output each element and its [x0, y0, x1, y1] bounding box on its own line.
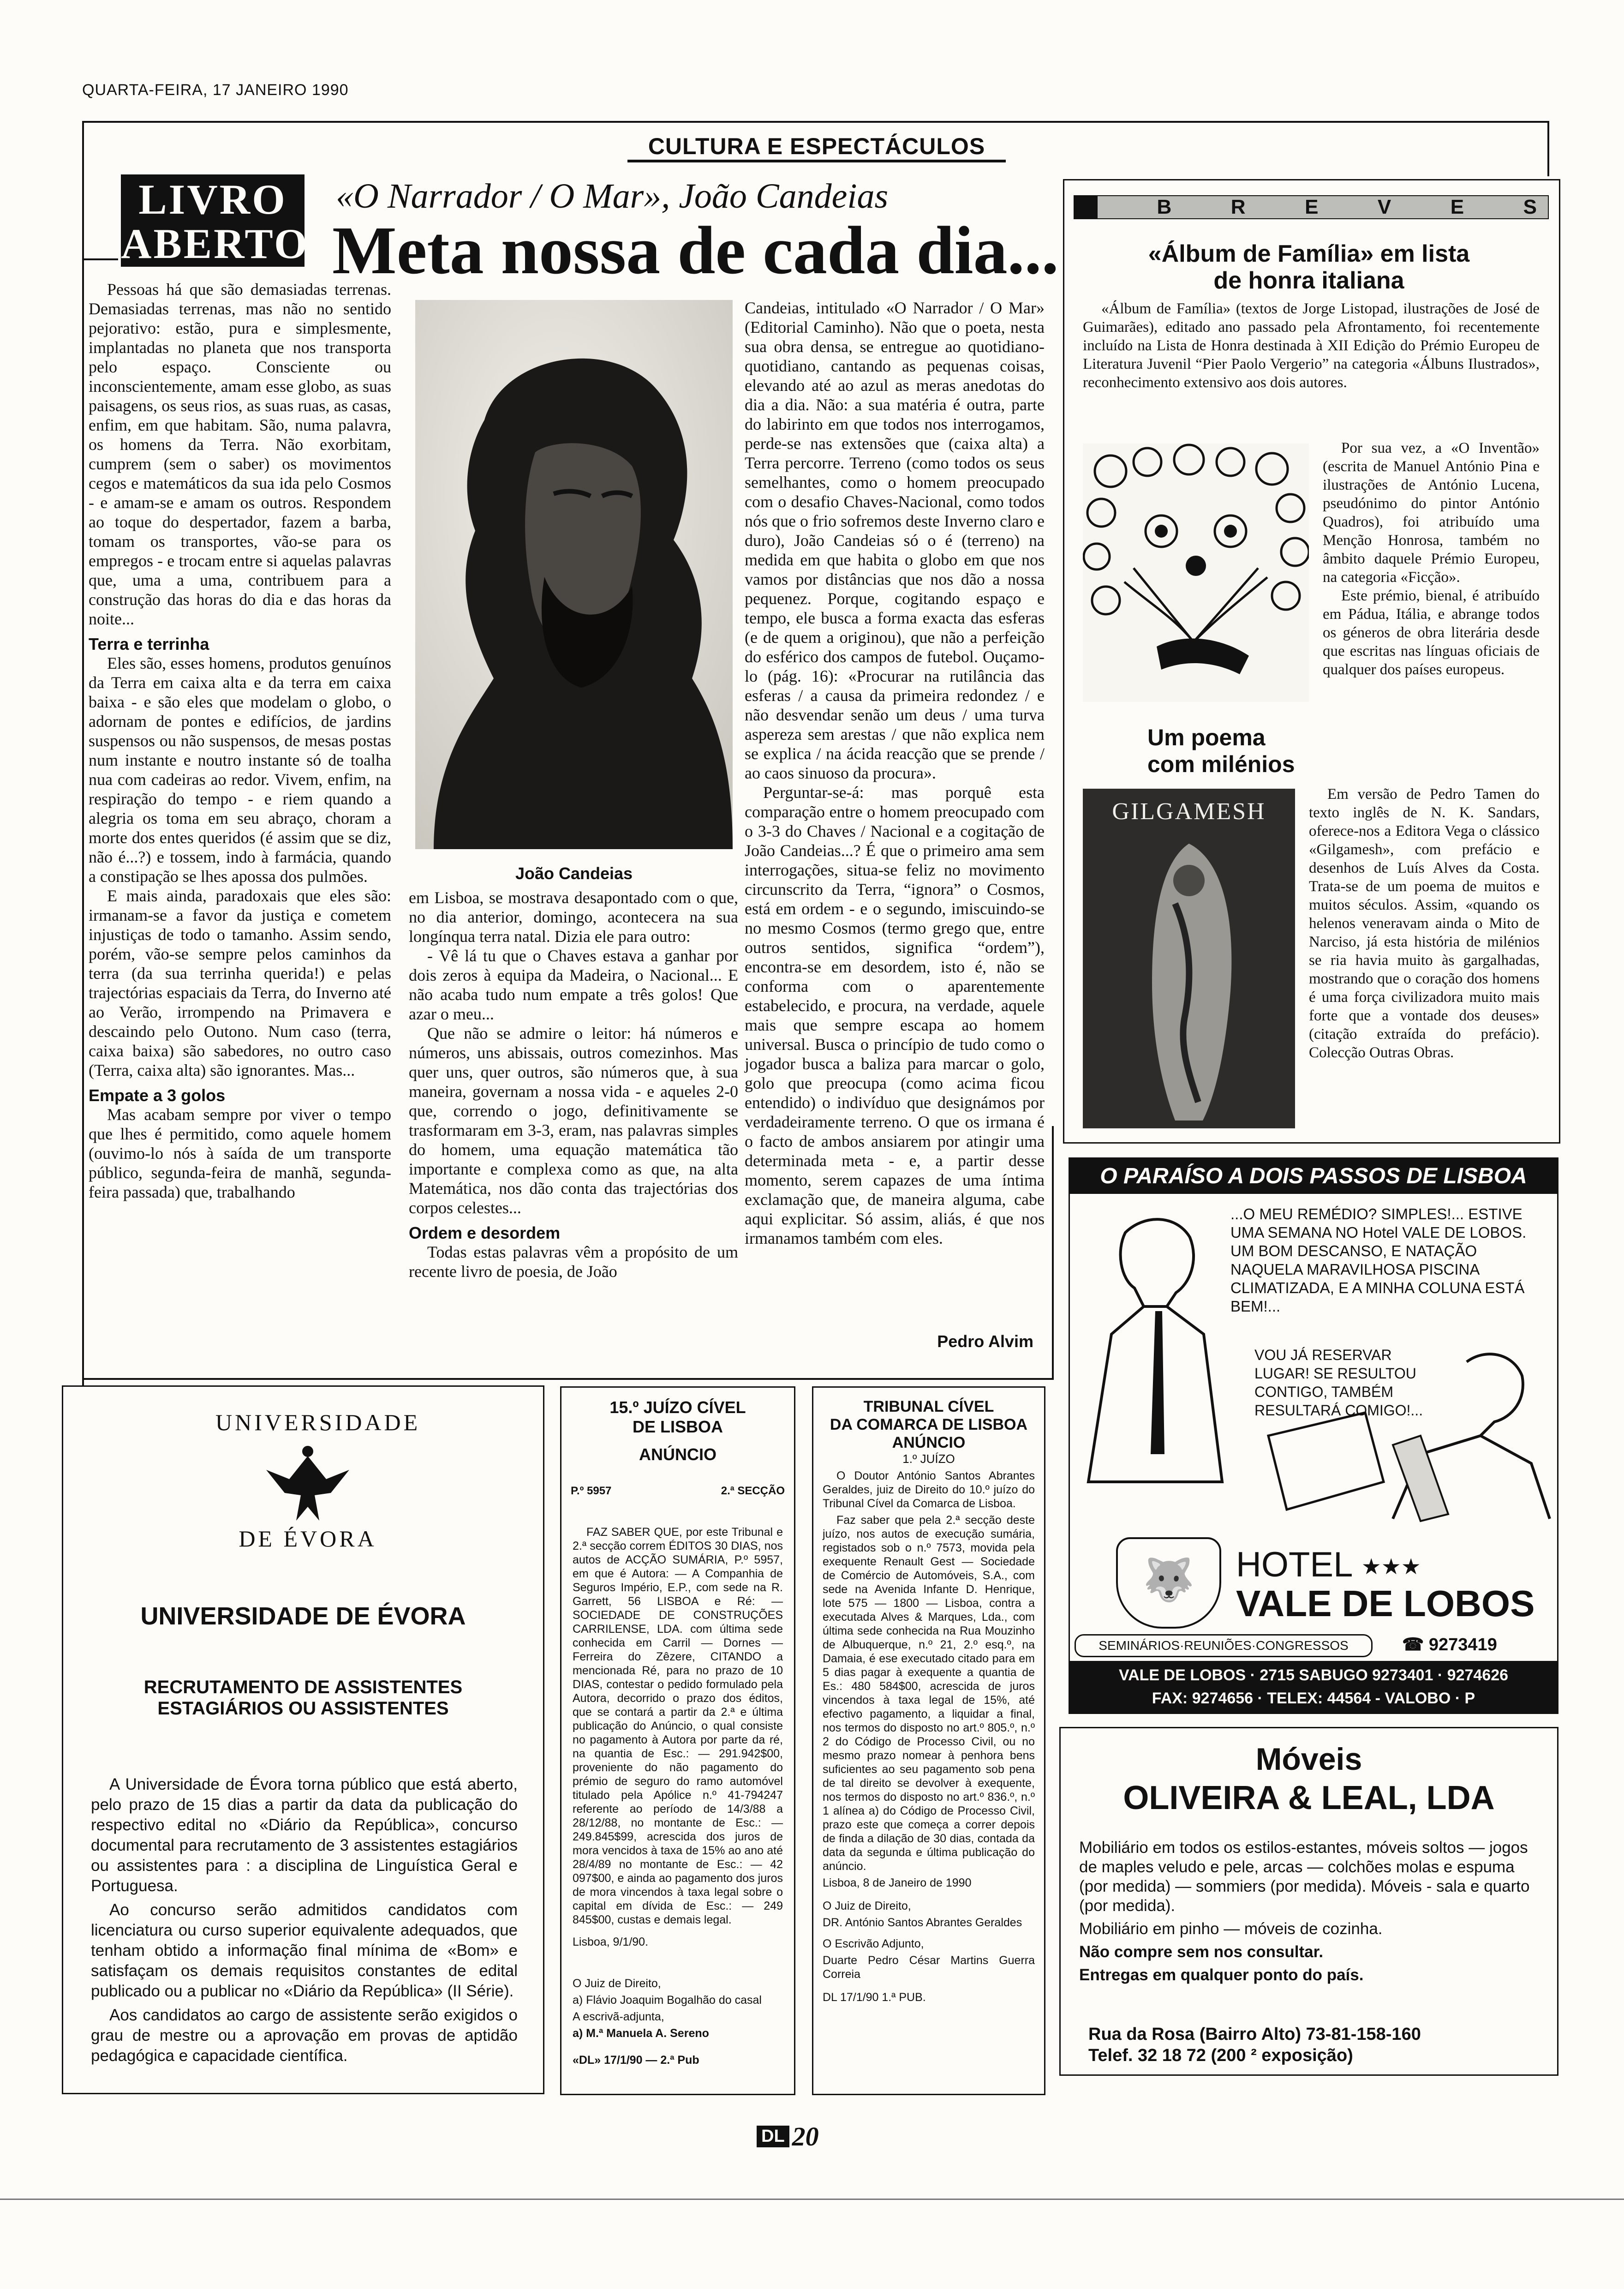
tribunal-ad: [812, 1386, 1045, 2095]
evora-p2: Ao concurso serão admitidos candidatos com licenciatura ou curso superior equivalente adequados, que tenham obtido a informação final mínima de «Bom» e satisfaçam os demais requisitos constantes de edital publicado ou a publicar no «Diário da República» (II Série).: [91, 1901, 518, 2000]
evora-ad: [62, 1385, 544, 2094]
tribunal-title1: TRIBUNAL CÍVEL: [863, 1398, 994, 1415]
hotel-address: VALE DE LOBOS · 2715 SABUGO 9273401 · 9274626: [1118, 1666, 1509, 1684]
moveis-ad: [1059, 1727, 1558, 2076]
bottom-rule: [0, 2199, 1624, 2200]
juizo-sig1-name: a) Flávio Joaquim Bogalhão do casal: [573, 1994, 762, 2007]
hotel-phone: [1402, 1634, 1497, 1655]
breve1-p2: Por sua vez, a «O Inventão» (escrita de Manuel António Pina e ilustrações de António Lucena, pseudónimo do pintor António Quadros), foi atribuído uma Menção Honrosa, também no âmbito daquele Prémio Europeu, na categoria «Ficção».: [1323, 440, 1540, 586]
juizo-proc-line: [571, 1485, 785, 1498]
section-title: CULTURA E ESPECTÁCULOS: [627, 133, 1006, 162]
article-bottom-rule: [82, 1378, 1054, 1380]
breve1-title: «Álbum de Família» em lista de honra italiana: [1148, 240, 1470, 294]
breves-letter-e2: E: [1450, 196, 1464, 218]
hotel-ad: [1069, 1157, 1558, 1714]
moveis-body: [1079, 1838, 1536, 1989]
breves-letter-b: B: [1157, 196, 1172, 218]
juizo-seccao: 2.ª SECÇÃO: [721, 1485, 785, 1497]
subhead-empate: Empate a 3 golos: [89, 1086, 226, 1105]
col1-p4: Mas acabam sempre por viver o tempo que lhes é permitido, como aquele homem (ouvimo-lo nós à saída de um transporte público, segunda-feira de manhã, segunda-feira passada) que, trabalhando: [89, 1105, 391, 1201]
hotel-banner: [1070, 1159, 1557, 1194]
page-footer: [757, 2121, 819, 2152]
article-column-3: [745, 298, 1045, 1248]
author-portrait-graphic: [415, 300, 733, 849]
article-author: Pedro Alvim: [937, 1332, 1033, 1351]
cover-title: GILGAMESH: [1112, 798, 1266, 825]
article-column-1: [89, 280, 391, 1202]
tribunal-title3: ANÚNCIO: [892, 1434, 966, 1451]
tribunal-footer: DL 17/1/90 1.ª PUB.: [823, 1991, 926, 2004]
col2-p1: em Lisboa, se mostrava desapontado com o que, no dia anterior, domingo, acontecera na sua longínqua terra natal. Dizia ele para outro:: [409, 888, 738, 946]
hotel-name: VALE DE LOBOS: [1236, 1583, 1535, 1624]
badge-line1: LIVRO: [138, 176, 287, 223]
col1-p3: E mais ainda, paradoxais que eles são: irmanam-se a favor da justiça e cometem injustiças de todo o tamanho. Assim sendo, porém, vão-se sempre pelos caminhos da terra (da sua terrinha querida!) e pelas trajectórias espaciais da Terra, do Inverno até ao Verão, irrompendo na Primavera e descaindo pelo Outono. Num caso (terra, caixa baixa) são sabedores, no outro caso (Terra, caixa alta) são ignorantes. Mas...: [89, 887, 391, 1079]
breve2-title: Um poema com milénios: [1147, 725, 1295, 777]
tribunal-body: [823, 1469, 1035, 2004]
juizo-sig2-name: a) M.ª Manuela A. Sereno: [573, 2027, 709, 2040]
tribunal-date: Lisboa, 8 de Janeiro de 1990: [823, 1876, 972, 1889]
col1-p2: Eles são, esses homens, produtos genuínos da Terra em caixa alta e da terra em caixa baixa - e são eles que modelam o globo, o adornam de pontes e edifícios, de jardins suspensos ou não suspensos, de mesas postas num instante e noutro instante só de toalha nua com cadeiras ao redor. Vivem, enfim, na respiração do tempo - e riem quando a alegria os toma em seu abraço, choram a morte dos entes queridos (é assim que se diz, não é...?) e tossem, indo à farmácia, quando a constipação se lhes apossa dos pulmões.: [89, 654, 391, 886]
tribunal-p2: Faz saber que pela 2.ª secção deste juízo, nos autos de execução sumária, registados sob o n.º 7573, movida pela exequente Renault Gest — Sociedade de Comércio de Automóveis, S.A., com sede na Avenida Infante D. Henrique, lote 575 — 1800 — Lisboa, contra a executada Alves & Marques, Lda., com última sede conhecida na Rua Mouzinho de Albuquerque, n.º 21, 2.º esq.º, na Damaia, é ese executado citado para em 5 dias pagar à exequente a quantia de Es.: 480 584$00, acrescida de juros vincendos à taxa legal de 15%, até efectivo pagamento, a liquidar a final, nos termos do disposto no art.º 805.º, n.º 2 do Código de Processo Civil, ou no mesmo prazo nomear à penhora bens suficientes ao seu pagamento sob pena de tal direito se devolver à exequente, nos termos do disposto no art.º 836.º, n.º 1 alínea a) do Código de Processo Civil, prazo este que começa a correr depois de finda a dilação de 30 dias, contada da data da segunda e última publicação do anúncio.: [823, 1514, 1035, 1873]
col1-intro: Pessoas há que são demasiadas terrenas. Demasiadas terrenas, mas não no sentido pejorativo: estão, pura e simplesmente, implantadas no planeta que nos transporta pelo espaço. Consciente ou inconscientemente, amam esse globo, as suas paisagens, os seus rios, as suas ruas, as casas, enfim, em que habitam. São, numa palavra, os homens da Terra. Não exorbitam, cumprem (sem o saber) os movimentos cegos e matemáticos da sua ida pelo Cosmos - e amam-se e amam os outros. Respondem ao toque do despertador, fazem a barba, tomam os transportes, vão-se para os empregos - e trocam entre si aquelas palavras que, uma a uma, contribuem para a construção das horas do dia e das horas da noite...: [89, 280, 391, 628]
article-frame-left: [82, 121, 84, 1385]
header-rule: [82, 121, 1549, 123]
tribunal-sig1-name: DR. António Santos Abrantes Geraldes: [823, 1916, 1022, 1929]
breve1-p1: «Álbum de Família» (textos de Jorge Listopad, ilustrações de José de Guimarães), editado ano passado pela Afrontamento, foi recentemente incluído na Lista de Honra destinada à XII Edição do Prémio Europeu de Literatura Juvenil “Pier Paolo Vergerio” na categoria «Álbuns Ilustrados», reconhecimento extensivo aos dois autores.: [1083, 300, 1540, 391]
col3-p2: Perguntar-se-á: mas porquê esta comparação entre o homem preocupado com o 3-3 do Chaves / Nacional e a cogitação de João Candeias...? É que o primeiro ama sem interrogações, situa-se feliz no movimento circunscrito da Terra, “ignora” o Cosmos, está em ordem - e o segundo, imiscuindo-se no mesmo Cosmos (termo grego que, entre outros sentidos, significa “ordem”), encontra-se em desordem, isto é, não se conforma com o aparentemente estabelecido, e procura, na verdade, aquele mais que sempre escapa ao homem universal. Busca o princípio de tudo como o jogador busca a baliza para marcar o golo, golo que preocupa (como acima ficou entendido) o indivíduo que designámos por verdadeiramente terreno. O que os irmana é o facto de ambos ansiarem por atingir uma determinada meta - e, a partir desse momento, serem capazes de uma íntima exclamação que, de maneira alguma, cabe aqui explicitar. Só assim, aliás, é que nos irmanamos também com eles.: [745, 783, 1045, 1247]
hotel-phone-number: 9273419: [1428, 1635, 1497, 1654]
breve2-text: [1309, 785, 1540, 1062]
hotel-stars: ★★★: [1361, 1554, 1421, 1579]
page-date: QUARTA-FEIRA, 17 JANEIRO 1990: [82, 81, 349, 99]
hotel-banner-text: O PARAÍSO A DOIS PASSOS DE LISBOA: [1100, 1164, 1527, 1188]
article-col3-right-rule: [1052, 1126, 1054, 1380]
tribunal-juizo: 1.º JUÍZO: [902, 1452, 955, 1466]
cover-figure-graphic: [1083, 825, 1295, 1125]
album-familia-drawing: [1083, 443, 1309, 702]
article-frame-right: [1547, 121, 1549, 176]
evora-p1: A Universidade de Évora torna público que está aberto, pelo prazo de 15 dias a partir da data da publicação do respectivo edital no «Diário da República», concurso documental para recrutamento de 3 assistentes estagiários ou assistentes para : a disciplina de Linguística Geral e Portuguesa.: [91, 1775, 518, 1895]
tribunal-sig2: O Escrivão Adjunto,: [823, 1937, 924, 1950]
speech-bubble-2: VOU JÁ RESERVAR LUGAR! SE RESULTOU CONTIGO, TAMBÉM RESULTARÁ COMIGO!...: [1254, 1347, 1423, 1419]
hotel-contact-bar: [1070, 1661, 1557, 1713]
breve2-p1: Em versão de Pedro Tamen do texto inglês de N. K. Sandars, oferece-nos a Editora Vega o clássico «Gilgamesh», com prefácio e desenhos de Luís Alves da Costa. Trata-se de um poema de muitos e muitos séculos. Assim, «quando os helenos veneravam ainda o Mito de Narciso, já esta história de milénios se ria havia muito às gargalhadas, mostrando que o coração dos homens é uma força civilizadora muito mais forte que a vontade dos deuses» (citação extraída do prefácio). Colecção Outras Obras.: [1309, 786, 1540, 1061]
evora-seal-text-top: UNIVERSIDADE: [215, 1409, 421, 1435]
juizo-text: FAZ SABER QUE, por este Tribunal e 2.ª secção correm ÉDITOS 30 DIAS, nos autos de ACÇÃO SUMÁRIA, P.º 5957, em que é Autora: — A Companhia de Seguros Império, E.P., com sede na R. Garrett, 56 LISBOA e Ré: — SOCIEDADE DE CONSTRUÇÕES CARRILENSE, LDA. com última sede conhecida em Carril — Dornes — Ferreira do Zêzere, CITANDO a mencionada Ré, para no prazo de 10 DIAS, contestar o pedido formulado pela Autora, decorrido o prazo dos éditos, que se contará a partir da 2.ª e última publicação do Anúncio, o qual consiste no pagamento à Autora por parte da ré, na quantia de Esc.: — 291.942$00, proveniente do não pagamento do prémio de seguro do ramo automóvel titulado pela Apólice n.º 41-794247 referente ao período de 14/3/88 a 28/12/88, no montante de Esc.: — 249.845$99, acrescida dos juros de mora vencidos à taxa de 15% ao ano até 28/4/89 no montante de Esc.: — 42 097$00, e ainda ao pagamento dos juros de mora vincendos à taxa legal sobre o capital em dívida de Esc.: — 249 845$00, custas e demais legal.: [573, 1526, 783, 1926]
evora-seal-text-bottom: DE ÉVORA: [239, 1526, 377, 1552]
hotel-cartoon: [1070, 1196, 1557, 1528]
juizo-sig1: O Juiz de Direito,: [573, 1977, 661, 1990]
juizo-date: Lisboa, 9/1/90.: [573, 1935, 649, 1948]
juizo-body: [573, 1525, 783, 2067]
speech-bubble-1: ...O MEU REMÉDIO? SIMPLES!... ESTIVE UMA SEMANA NO Hotel VALE DE LOBOS. UM BOM DESCANSO, E NATAÇÃO NAQUELA MARAVILHOSA PISCINA CLIMATIZADA, E A MINHA COLUNA ESTÁ BEM!...: [1230, 1205, 1527, 1315]
juizo-title1: 15.º JUÍZO CÍVEL: [609, 1398, 746, 1417]
telephone-icon: ☎: [1402, 1635, 1429, 1654]
breves-square-icon: [1075, 195, 1098, 219]
moveis-p3: Não compre sem nos consultar.: [1079, 1943, 1324, 1961]
juizo-title2: DE LISBOA: [632, 1417, 723, 1436]
hotel-services: SEMINÁRIOS·REUNIÕES·CONGRESSOS: [1075, 1634, 1373, 1657]
gilgamesh-cover: [1083, 789, 1295, 1128]
moveis-p2: Mobiliário em pinho — móveis de cozinha.: [1079, 1920, 1383, 1938]
publisher-logo: DL: [757, 2126, 789, 2147]
breve1-text: [1083, 300, 1540, 392]
article-column-2: [409, 888, 738, 1281]
page-number: 20: [792, 2121, 819, 2151]
evora-p3: Aos candidatos ao cargo de assistente serão exigidos o grau de mestre ou a aprovação em provas de aptidão pedagógica e capacidade científica.: [91, 2006, 518, 2065]
tribunal-title2: DA COMARCA DE LISBOA: [830, 1416, 1028, 1433]
tribunal-sig1: O Juiz de Direito,: [823, 1900, 911, 1912]
juizo-footer: «DL» 17/1/90 — 2.ª Pub: [573, 2054, 699, 2067]
juizo-proc: P.º 5957: [571, 1485, 612, 1497]
evora-name: UNIVERSIDADE DE ÉVORA: [140, 1602, 466, 1630]
hotel-word: [1236, 1546, 1421, 1586]
col2-p4: Todas estas palavras vêm a propósito de um recente livro de poesia, de João: [409, 1243, 738, 1281]
tribunal-p1: O Doutor António Santos Abrantes Geraldes, juiz de Direito do 10.º juízo do Tribunal Cível da Comarca de Lisboa.: [823, 1469, 1035, 1510]
breve1-text-cont: [1323, 439, 1540, 679]
moveis-phone: Telef. 32 18 72 (200 ² exposição): [1088, 2046, 1353, 2065]
breves-box: [1063, 179, 1560, 1144]
article-kicker: «O Narrador / O Mar», João Candeias: [336, 177, 889, 216]
breves-letter-r: R: [1230, 196, 1246, 218]
moveis-p4: Entregas em qualquer ponto do país.: [1079, 1966, 1364, 1984]
breve1-illustration: [1083, 443, 1309, 702]
badge-line2: ABERTO: [121, 220, 309, 267]
breves-letter-s: S: [1523, 196, 1537, 218]
breves-letter-e: E: [1305, 196, 1319, 218]
breves-label: [1074, 195, 1549, 219]
article-rule: [82, 258, 118, 260]
subhead-terra: Terra e terrinha: [89, 635, 209, 653]
evora-title: RECRUTAMENTO DE ASSISTENTES ESTAGIÁRIOS OU ASSISTENTES: [143, 1677, 463, 1719]
col2-p3: Que não se admire o leitor: há números e números, uns abissais, outros comezinhos. Mas quer uns, quer outros, são números que, à sua maneira, governam a nossa vida - e aqueles 2-0 que, correndo o jogo, definitivamente se trasformaram em 3-3, eram, nas palavras simples do homem, uma equação matemática tão importante e complexa como as que, na alta Matemática, nos dão conta das trajectórias dos corpos celestes...: [409, 1024, 738, 1217]
author-photo: [415, 300, 733, 849]
breve1-p3: Este prémio, bienal, é atribuído em Pádua, Itália, e abrange todos os géneros de obra literária desde que escritas nas línguas oficiais de qualquer dos países europeus.: [1323, 587, 1540, 678]
article-headline: Meta nossa de cada dia...: [332, 213, 1059, 288]
hotel-crest: [1116, 1537, 1221, 1629]
moveis-title2: OLIVEIRA & LEAL, LDA: [1123, 1780, 1495, 1816]
juizo-title3: ANÚNCIO: [639, 1445, 716, 1464]
hotel-word-text: HOTEL: [1236, 1545, 1352, 1584]
hotel-fax: FAX: 9274656 · TELEX: 44564 - VALOBO · P: [1152, 1690, 1475, 1707]
wolf-crest-icon: 🐺: [1142, 1558, 1195, 1603]
tribunal-sig2-name: Duarte Pedro César Martins Guerra Correia: [823, 1954, 1035, 1981]
moveis-title1: Móveis: [1255, 1742, 1362, 1777]
juizo-ad: [560, 1386, 795, 2095]
col3-p1: Candeias, intitulado «O Narrador / O Mar» (Editorial Caminho). Não que o poeta, nesta sua obra densa, se entregue ao quotidiano-quotidiano, cantando as pequenas coisas, elevando até ao azul as meras anedotas do dia a dia. Não: a sua matéria é outra, parte do labirinto em que todos nos interrogamos, perde-se nas extensões que (caixa alta) a Terra percorre. Terreno (como todos os seus semelhantes, como o homem preocupado com o desafio Chaves-Nacional, como todos nós que o frio sofremos deste Inverno claro e duro), João Candeias só o é (terreno) na medida em que habita o globo em que nos vamos por distâncias que nos dão a nossa pequenez. Porque, cogitando espaço e tempo, ele busca a forma exacta das esferas (e de quem a originou), que não a perfeição do esférico dos campos de futebol. Ouçamo-lo (pág. 16): «Procurar na rutilância das esferas / a causa da primeira redondez / e não desvendar senão um deus / uma turva aspereza sem arestas / que não explica nem se explica / na ácida reacção que se prende / ao caos sinuoso da procura».: [745, 299, 1045, 782]
col2-p2: - Vê lá tu que o Chaves estava a ganhar por dois zeros à equipa da Madeira, o Nacional... E não acaba tudo num empate a três golos! Que azar o meu...: [409, 947, 738, 1023]
moveis-address: Rua da Rosa (Bairro Alto) 73-81-158-160: [1088, 2025, 1421, 2044]
evora-body: [91, 1774, 518, 2070]
moveis-p1: Mobiliário em todos os estilos-estantes, móveis soltos — jogos de maples veludo e pele, arcas — colchões molas e espuma (por medida) — sommiers (por medida). Móveis - sala e quarto (por medida).: [1079, 1839, 1530, 1915]
breves-letter-v: V: [1377, 196, 1391, 218]
photo-caption: João Candeias: [515, 864, 633, 883]
juizo-sig2: A escrivã-adjunta,: [573, 2010, 664, 2023]
subhead-ordem: Ordem e desordem: [409, 1223, 561, 1242]
livro-aberto-badge: [121, 174, 309, 267]
